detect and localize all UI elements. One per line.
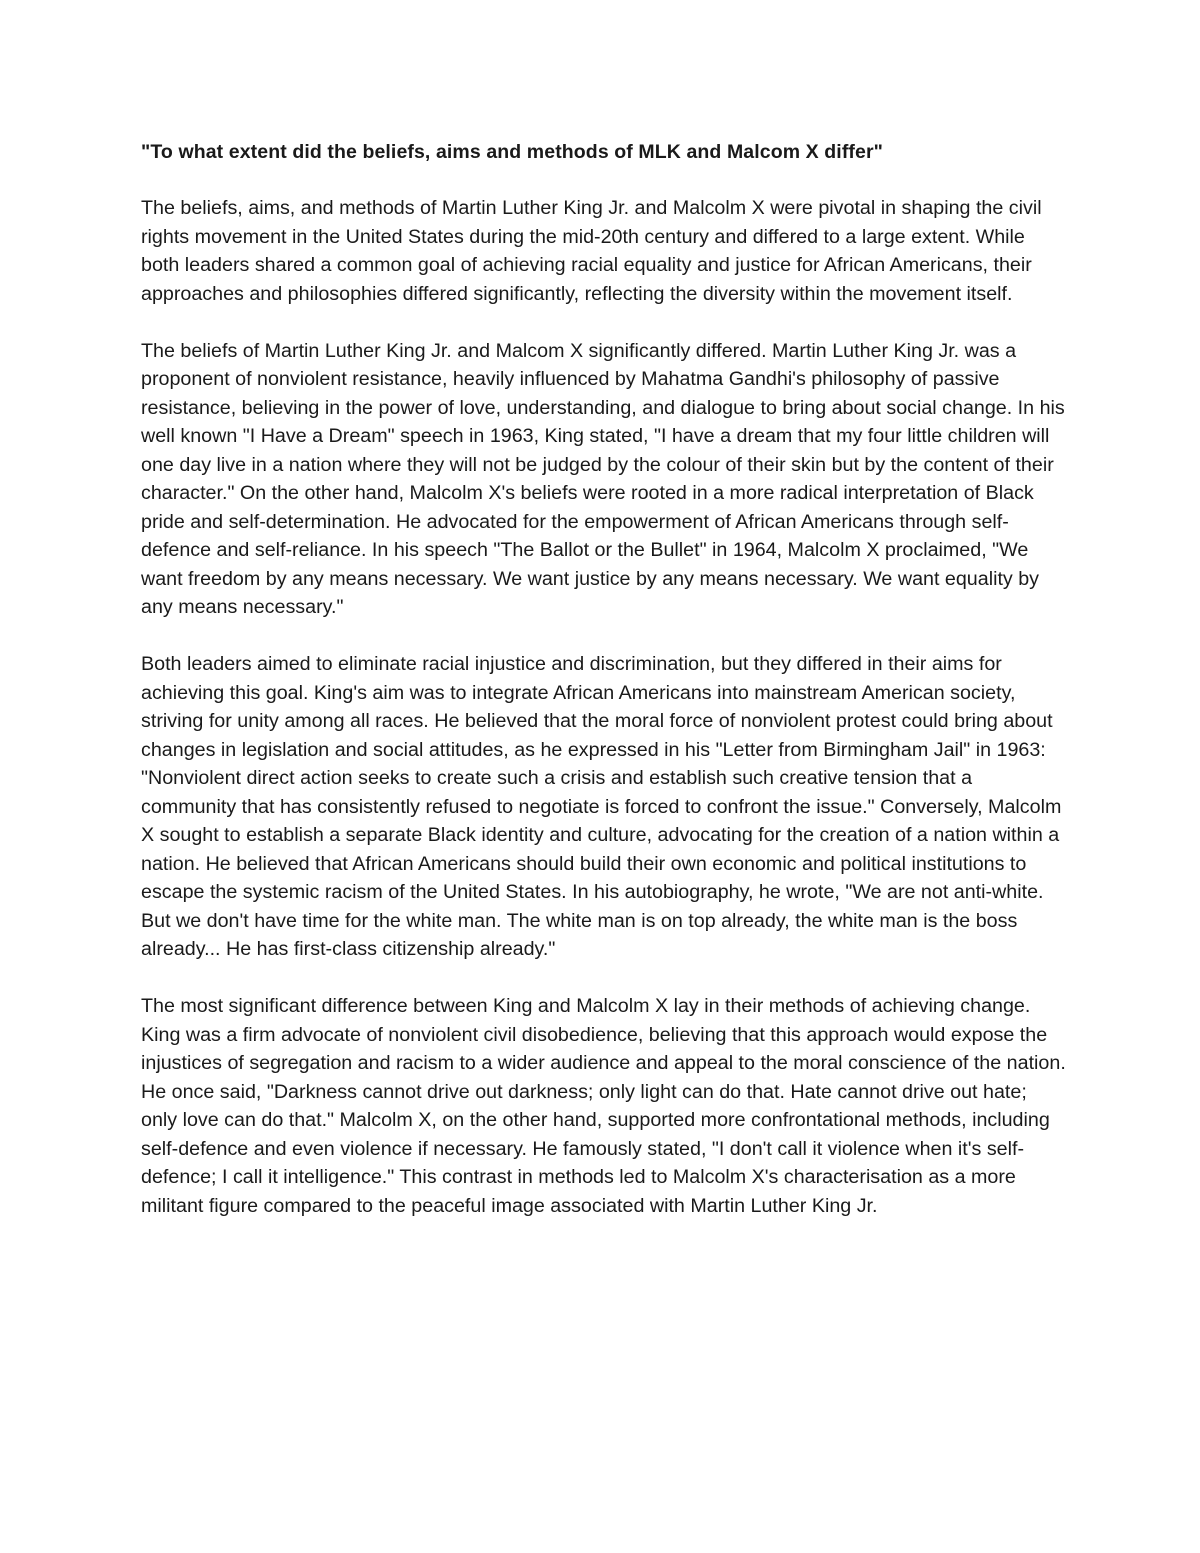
paragraph-intro: The beliefs, aims, and methods of Martin Luther King Jr. and Malcolm X were pivotal in shaping the civil rights movement in the United States during the mid-20th century and differed to a large extent. While both leaders shared a common goal of achieving racial equality and justice for African Americans, their approaches and philosophies differed significantly, reflecting the diversity within the movement itself.	[141, 197, 1042, 305]
paragraph-methods: The most significant difference between King and Malcolm X lay in their methods of achieving change. King was a firm advocate of nonviolent civil disobedience, believing that this approach would expose the injustices of segregation and racism to a wider audience and appeal to the moral conscience of the nation. He once said, "Darkness cannot drive out darkness; only light can do that. Hate cannot drive out hate; only love can do that." Malcolm X, on the other hand, supported more confrontational methods, including self-defence and even violence if necessary. He famously stated, "I don't call it violence when it's self-defence; I call it intelligence." This contrast in methods led to Malcolm X's characterisation as a more militant figure compared to the peaceful image associated with Martin Luther King Jr.	[141, 995, 1066, 1217]
paragraph-aims: Both leaders aimed to eliminate racial injustice and discrimination, but they differed in their aims for achieving this goal. King's aim was to integrate African Americans into mainstream American society, striving for unity among all races. He believed that the moral force of nonviolent protest could bring about changes in legislation and social attitudes, as he expressed in his "Letter from Birmingham Jail" in 1963: "Nonviolent direct action seeks to create such a crisis and establish such creative tension that a community that has consistently refused to negotiate is forced to confront the issue." Conversely, Malcolm X sought to establish a separate Black identity and culture, advocating for the creation of a nation within a nation. He believed that African Americans should build their own economic and political institutions to escape the systemic racism of the United States. In his autobiography, he wrote, "We are not anti-white. But we don't have time for the white man. The white man is on top already, the white man is the boss already... He has first-class citizenship already."	[141, 653, 1062, 960]
document-body	[141, 138, 1066, 1249]
paragraph-beliefs: The beliefs of Martin Luther King Jr. and Malcom X significantly differed. Martin Luther King Jr. was a proponent of nonviolent resistance, heavily influenced by Mahatma Gandhi's philosophy of passive resistance, believing in the power of love, understanding, and dialogue to bring about social change. In his well known "I Have a Dream" speech in 1963, King stated, "I have a dream that my four little children will one day live in a nation where they will not be judged by the colour of their skin but by the content of their character." On the other hand, Malcolm X's beliefs were rooted in a more radical interpretation of Black pride and self-determination. He advocated for the empowerment of African Americans through self-defence and self-reliance. In his speech "The Ballot or the Bullet" in 1964, Malcolm X proclaimed, "We want freedom by any means necessary. We want justice by any means necessary. We want equality by any means necessary."	[141, 339, 1065, 618]
document-title: "To what extent did the beliefs, aims and methods of MLK and Malcom X differ"	[141, 141, 883, 163]
